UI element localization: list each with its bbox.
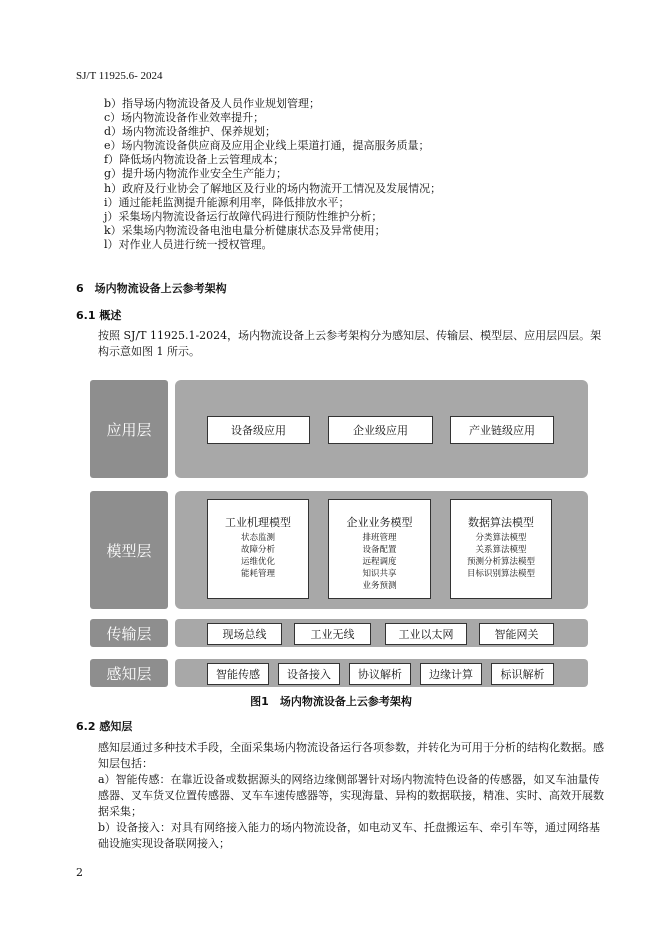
mechanism-model-title: 工业机理模型 bbox=[225, 516, 291, 529]
business-model-box bbox=[328, 499, 431, 599]
edge-computing-box: 边缘计算 bbox=[420, 663, 482, 685]
fieldbus-box: 现场总线 bbox=[207, 623, 282, 645]
list-item: b）指导场内物流设备及人员作业规划管理； bbox=[104, 97, 321, 110]
protocol-parsing-box: 协议解析 bbox=[349, 663, 411, 685]
list-item: h）政府及行业协会了解地区及行业的场内物流开工情况及发展情况； bbox=[104, 181, 442, 195]
standard-code-header: SJ/T 11925.6- 2024 bbox=[76, 70, 163, 82]
model-item: 知识共享 bbox=[362, 569, 397, 579]
model-item: 排班管理 bbox=[362, 533, 397, 543]
section-6-1-heading: 6.1 概述 bbox=[76, 309, 122, 322]
transport-layer-label: 传输层 bbox=[90, 619, 168, 647]
smart-sensing-box: 智能传感 bbox=[207, 663, 269, 685]
model-item: 状态监测 bbox=[240, 533, 275, 543]
enterprise-app-box: 企业级应用 bbox=[328, 416, 433, 444]
figure-caption: 图1 场内物流设备上云参考架构 bbox=[250, 695, 412, 708]
list-item: f）降低场内物流设备上云管理成本； bbox=[104, 153, 285, 167]
model-item: 关系算法模型 bbox=[475, 545, 527, 555]
model-item: 设备配置 bbox=[362, 545, 397, 555]
section-6-2-body bbox=[76, 740, 606, 852]
section-6-2-intro: 感知层通过多种技术手段，全面采集场内物流设备运行各项参数，并转化为可用于分析的结构化数据。感知层包括： bbox=[98, 741, 604, 770]
section-6-heading: 6 场内物流设备上云参考架构 bbox=[76, 282, 227, 295]
list-item: l）对作业人员进行统一授权管理。 bbox=[104, 237, 273, 251]
list-item: k）采集场内物流设备电池电量分析健康状态及异常使用； bbox=[104, 223, 386, 237]
objective-list bbox=[104, 97, 624, 252]
list-item: g）提升场内物流作业安全生产能力； bbox=[104, 167, 288, 181]
model-item: 预测分析算法模型 bbox=[466, 557, 535, 567]
section-6-1-paragraph: 按照 SJ/T 11925.1-2024，场内物流设备上云参考架构分为感知层、传输层、模型层、应用层四层。架构示意如图 1 所示。 bbox=[98, 329, 602, 358]
model-item: 业务预测 bbox=[362, 581, 397, 591]
mechanism-model-box bbox=[207, 499, 309, 599]
section-6-2-item-a: a）智能传感：在靠近设备或数据源头的网络边缘侧部署针对场内物流特色设备的传感器，如叉车油量传感器、叉车货叉位置传感器、叉车车速传感器等，实现海量、异构的数据联接，精准、实时、高效开展数据采集； bbox=[98, 773, 604, 818]
model-item: 分类算法模型 bbox=[475, 533, 527, 543]
page-number: 2 bbox=[76, 866, 83, 879]
list-item: e）场内物流设备供应商及应用企业线上渠道打通，提高服务质量； bbox=[104, 139, 430, 153]
algorithm-model-box bbox=[450, 499, 552, 599]
model-item: 目标识别算法模型 bbox=[466, 569, 535, 579]
model-layer-label: 模型层 bbox=[90, 491, 168, 609]
smart-gateway-box: 智能网关 bbox=[479, 623, 554, 645]
model-item: 运维优化 bbox=[240, 557, 275, 567]
industrial-wireless-box: 工业无线 bbox=[294, 623, 371, 645]
model-item: 能耗管理 bbox=[240, 569, 275, 579]
algorithm-model-title: 数据算法模型 bbox=[468, 516, 534, 529]
list-item: c）场内物流设备作业效率提升； bbox=[104, 111, 265, 125]
section-6-2-item-b: b）设备接入：对具有网络接入能力的场内物流设备，如电动叉车、托盘搬运车、牵引车等，通过网络基础设施实现设备联网接入； bbox=[98, 821, 601, 850]
list-item: i）通过能耗监测提升能源利用率，降低排放水平； bbox=[104, 195, 350, 209]
list-item: j）采集场内物流设备运行故障代码进行预防性维护分析； bbox=[104, 209, 383, 223]
device-access-box: 设备接入 bbox=[278, 663, 340, 685]
device-app-box: 设备级应用 bbox=[207, 416, 310, 444]
app-layer-label: 应用层 bbox=[90, 380, 168, 478]
list-item: d）场内物流设备维护、保养规划； bbox=[104, 125, 277, 139]
industry-chain-app-box: 产业链级应用 bbox=[450, 416, 554, 444]
model-item: 远程调度 bbox=[362, 557, 397, 567]
model-item: 故障分析 bbox=[240, 545, 275, 555]
industrial-ethernet-box: 工业以太网 bbox=[385, 623, 467, 645]
perception-layer-label: 感知层 bbox=[90, 659, 168, 687]
business-model-title: 企业业务模型 bbox=[346, 516, 413, 529]
identifier-parsing-box: 标识解析 bbox=[491, 663, 554, 685]
section-6-2-heading: 6.2 感知层 bbox=[76, 720, 133, 733]
